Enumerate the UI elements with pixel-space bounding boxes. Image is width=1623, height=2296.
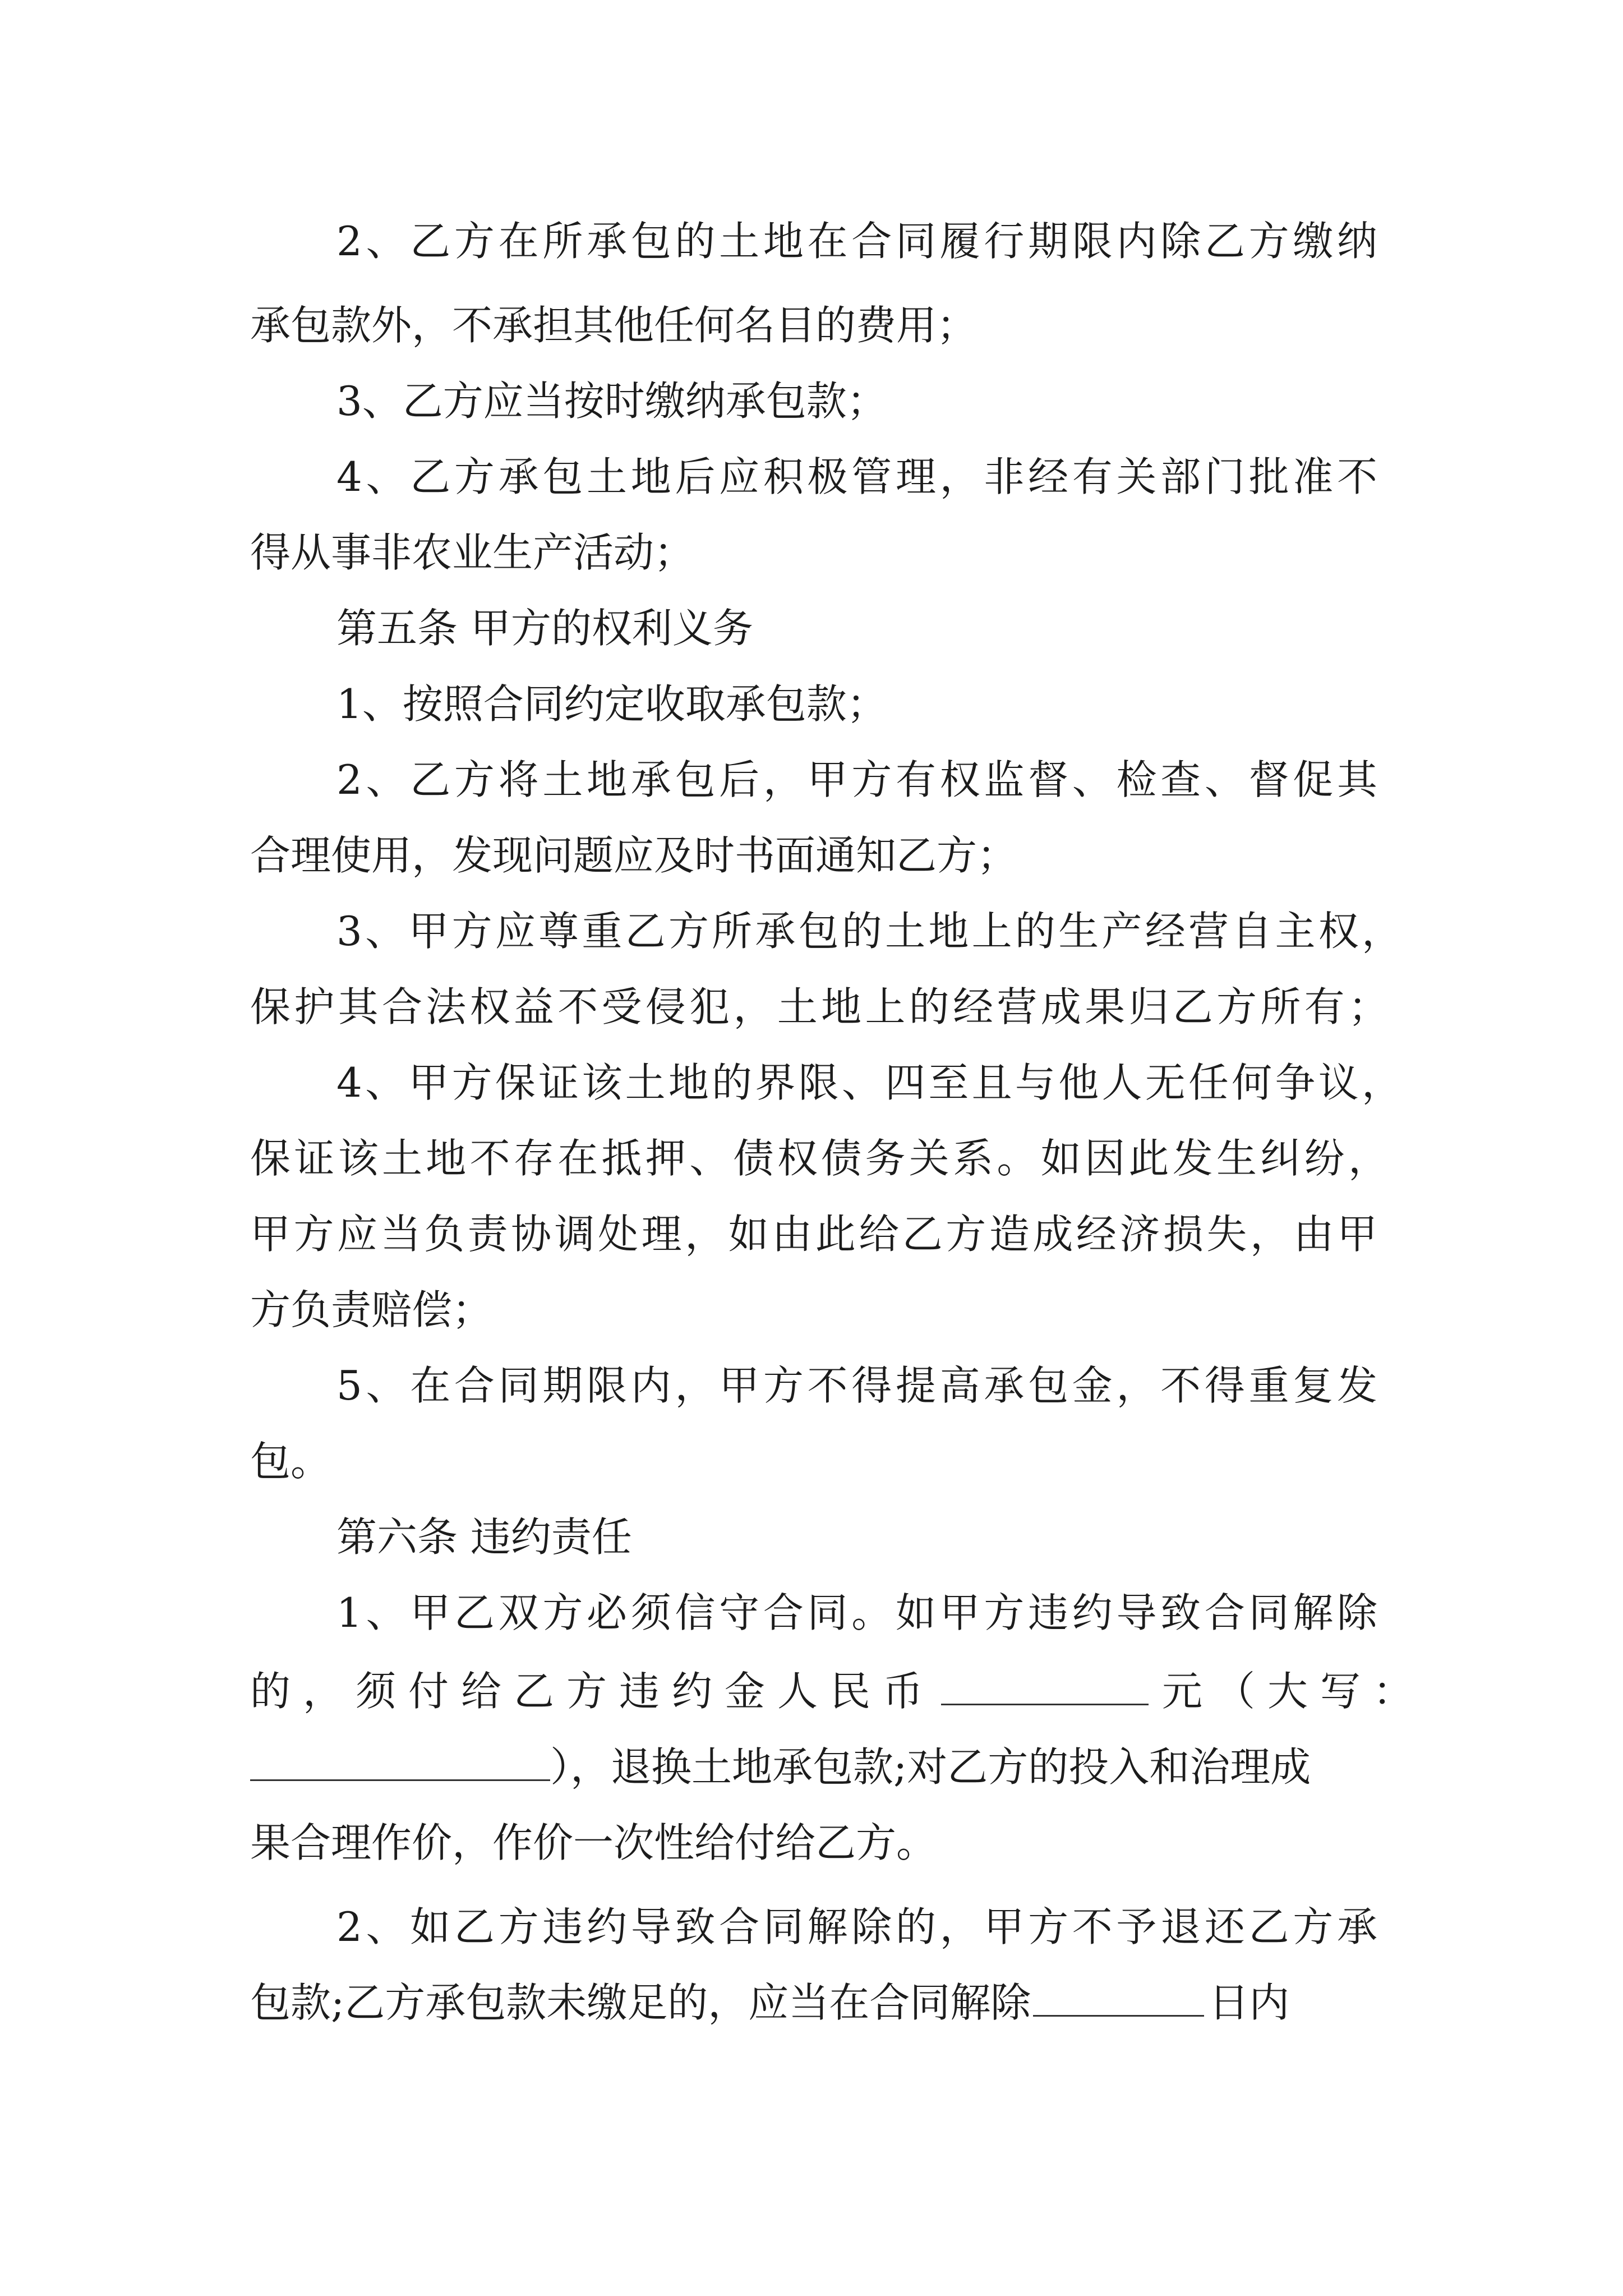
text-line: 1、按照合同约定收取承包款；: [336, 680, 887, 728]
text-line: 1、甲乙双方必须信守合同。如甲方违约导致合同解除: [336, 1589, 1377, 1636]
text-line: 4、甲方保证该土地的界限、四至且与他人无任何争议，: [336, 1059, 1402, 1106]
text-line: 5、在合同期限内，甲方不得提高承包金，不得重复发: [336, 1362, 1377, 1409]
text-line: 方负责赔偿；: [250, 1286, 493, 1333]
text-line: 果合理作价，作价一次性给付给乙方。: [250, 1819, 937, 1866]
text-line: 得从事非农业生产活动；: [250, 529, 695, 576]
amount-words-blank: [250, 1739, 550, 1781]
text-line: 2、如乙方违约导致合同解除的，甲方不予退还乙方承: [336, 1903, 1377, 1950]
text-line-with-blank: [250, 1975, 1289, 2031]
text-segment: 包款;乙方承包款未缴足的，应当在合同解除: [250, 1979, 1031, 2026]
text-line: 3、甲方应尊重乙方所承包的土地上的生产经营自主权，: [336, 908, 1402, 955]
days-blank: [1033, 1975, 1204, 2017]
text-segment: 日内: [1209, 1979, 1290, 2026]
text-segment: 元（大写：: [1162, 1668, 1426, 1715]
text-line: 2、乙方在所承包的土地在合同履行期限内除乙方缴纳: [336, 218, 1377, 265]
text-line: 保证该土地不存在抵押、债权债务关系。如因此发生纠纷，: [250, 1135, 1389, 1182]
text-line: 3、乙方应当按时缴纳承包款；: [336, 378, 887, 425]
text-line: 保护其合法权益不受侵犯，土地上的经营成果归乙方所有；: [250, 983, 1389, 1030]
text-line: 承包款外，不承担其他任何名目的费用；: [250, 302, 978, 349]
section-heading: 第六条 违约责任: [336, 1513, 632, 1561]
text-line-with-blank: [250, 1663, 1426, 1719]
text-line: 2、乙方将土地承包后，甲方有权监督、检查、督促其: [336, 756, 1377, 803]
section-heading: 第五条 甲方的权利义务: [336, 605, 753, 652]
text-segment: 的，须付给乙方违约金人民币: [250, 1668, 936, 1715]
text-line: 4、乙方承包土地后应积极管理，非经有关部门批准不: [336, 453, 1377, 500]
text-line: 合理使用，发现问题应及时书面通知乙方；: [250, 832, 1018, 879]
text-line-with-blank: [250, 1739, 1311, 1795]
text-line: 包。: [250, 1438, 331, 1485]
text-segment: ），退换土地承包款;对乙方的投入和治理成: [550, 1743, 1311, 1791]
text-line: 甲方应当负责协调处理，如由此给乙方造成经济损失，由甲: [250, 1211, 1377, 1258]
amount-blank: [941, 1663, 1149, 1705]
